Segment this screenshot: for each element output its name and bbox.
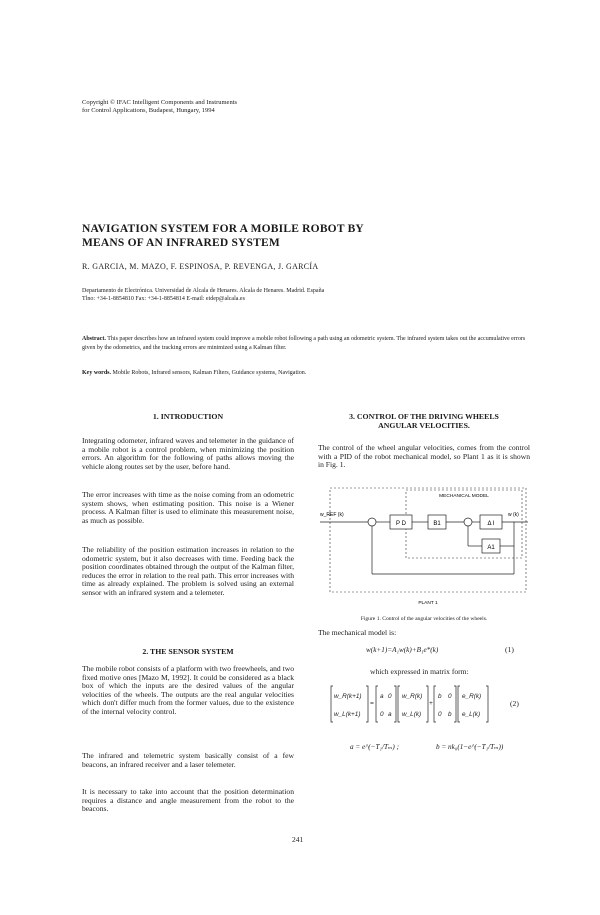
figure-1-caption: Figure 1. Control of the angular velocities of the wheels. [360, 616, 488, 622]
equation-2-number: (2) [510, 699, 519, 708]
sensor-paragraph-1: The mobile robot consists of a platform with two freewheels, and two fixed motive ones [Mazo M, 1992]. It could be considered as a black box of which the inputs are the desired values of the angular velocities of the wheels. The outputs are the real angular velocities which don't differ much from the former values, due to the existence of the internal velocity control. [82, 664, 294, 716]
svg-text:b: b [438, 693, 442, 700]
affiliation-line-1: Departamento de Electrónica. Universidad de Alcala de Henares. Alcala de Henares. Madrid. España [82, 288, 325, 294]
a1-label: A1 [487, 545, 495, 551]
abstract-label: Abstract. [82, 336, 106, 342]
abstract [82, 335, 530, 353]
authors: R. GARCIA, M. MAZO, F. ESPINOSA, P. REVENGA, J. GARCÍA [82, 262, 319, 271]
keywords [82, 370, 530, 376]
input-label: w_REF (k) [320, 512, 344, 518]
control-heading-line-2: ANGULAR VELOCITIES. [378, 421, 470, 430]
affiliation [82, 287, 324, 303]
delta-label: Δ I [487, 521, 495, 527]
svg-text:w_R(k): w_R(k) [402, 693, 423, 700]
equation-1: w(k+1)=A₁w(k)+B₁e*(k) [366, 646, 439, 654]
intro-paragraph-1: Integrating odometer, infrared waves and telemeter in the guidance of a mobile robot is a control problem, when minimizing the position errors. An algorithm for the following of paths allows moving the vehicle along routes set by the user, before hand. [82, 436, 294, 471]
equation-2-matrix [330, 684, 505, 724]
section-heading-control [318, 412, 530, 430]
control-paragraph-1: The control of the wheel angular velocities, comes from the control with a PID of the robot mechanical model, so Plant 1 as it is shown in Fig. 1. [318, 443, 530, 470]
svg-text:w_L(k): w_L(k) [402, 711, 422, 718]
section-heading-sensor-system: 2. THE SENSOR SYSTEM [142, 647, 234, 656]
mechanical-model-intro: The mechanical model is: [318, 628, 397, 637]
keywords-label: Key words. [82, 370, 111, 376]
pd-label: P D [396, 521, 406, 527]
svg-text:0: 0 [380, 711, 384, 718]
svg-text:w_R(k+1): w_R(k+1) [334, 693, 362, 700]
svg-text:a: a [388, 711, 392, 718]
svg-text:0: 0 [438, 711, 442, 718]
svg-text:0: 0 [448, 693, 452, 700]
output-label: w (k) [508, 512, 519, 518]
abstract-text: This paper describes how an infrared system could improve a mobile robot following a path using an odometric system. The infrared system takes out the accumulative errors given by the odometrics, and the tracking errors are minimized using a Kalman filter. [82, 336, 526, 351]
affiliation-line-2: Tlno: +34-1-8854810 Fax: +34-1-8854814 E-mail: eidep@alcala.es [82, 296, 245, 302]
paper-title [82, 222, 364, 250]
svg-text:+: + [429, 700, 433, 707]
svg-text:e_L(k): e_L(k) [462, 711, 481, 718]
matrix-form-intro: which expressed in matrix form: [370, 667, 469, 676]
svg-text:w_L(k+1): w_L(k+1) [334, 711, 361, 718]
intro-paragraph-2: The error increases with time as the noise coming from an odometric system shows, when estimating position. This noise is a Wiener process. A Kalman filter is used to eliminate this measurement noise, as much as possible. [82, 490, 294, 525]
figure-1-block-diagram [318, 482, 530, 614]
svg-text:a: a [380, 693, 384, 700]
b1-label: B1 [433, 521, 441, 527]
copyright-line-1: Copyright © IFAC Intelligent Components and Instruments [82, 99, 238, 106]
keywords-text: Mobile Robots, Infrared sensors, Kalman Filters, Guidance systems, Navigation. [112, 370, 307, 376]
intro-paragraph-3: The reliability of the position estimation increases in relation to the odometric system, but it also decreases with time. Feeding back the position coordinates obtained through the output of the Kalman filter, reduces the error in relation to the real path. This error increases with time as already explained. The problem is solved using an external sensor with an infrared system and a telemeter. [82, 545, 294, 597]
summing-junction-2 [464, 518, 472, 526]
copyright-line-2: for Control Applications, Budapest, Hungary, 1994 [82, 107, 215, 114]
mechanical-model-boundary [406, 490, 522, 558]
svg-text:e_R(k): e_R(k) [462, 693, 482, 700]
svg-text:=: = [370, 700, 374, 707]
mechanical-model-label: MECHANICAL MODEL [439, 494, 489, 499]
equation-3b: b = nk₀(1−e^(−T₁/Tₘ)) [436, 743, 504, 751]
svg-text:0: 0 [388, 693, 392, 700]
plant-label: PLANT 1 [418, 601, 438, 606]
copyright-notice [82, 99, 237, 115]
sensor-paragraph-3: It is necessary to take into account that the position determination requires a distance and angle measurement from the robot to the beacons. [82, 787, 294, 814]
section-heading-introduction: 1. INTRODUCTION [152, 412, 224, 421]
title-line-1: NAVIGATION SYSTEM FOR A MOBILE ROBOT BY [82, 223, 364, 235]
page-number: 241 [292, 835, 304, 844]
equation-3a: a = e^(−T₁/Tₘ) ; [350, 743, 399, 751]
svg-text:b: b [448, 711, 452, 718]
title-line-2: MEANS OF AN INFRARED SYSTEM [82, 237, 280, 249]
equation-1-number: (1) [505, 645, 514, 654]
summing-junction-1 [368, 518, 376, 526]
sensor-paragraph-2: The infrared and telemetric system basically consist of a few beacons, an infrared receiver and a laser telemeter. [82, 751, 294, 769]
control-heading-line-1: 3. CONTROL OF THE DRIVING WHEELS [349, 412, 499, 421]
